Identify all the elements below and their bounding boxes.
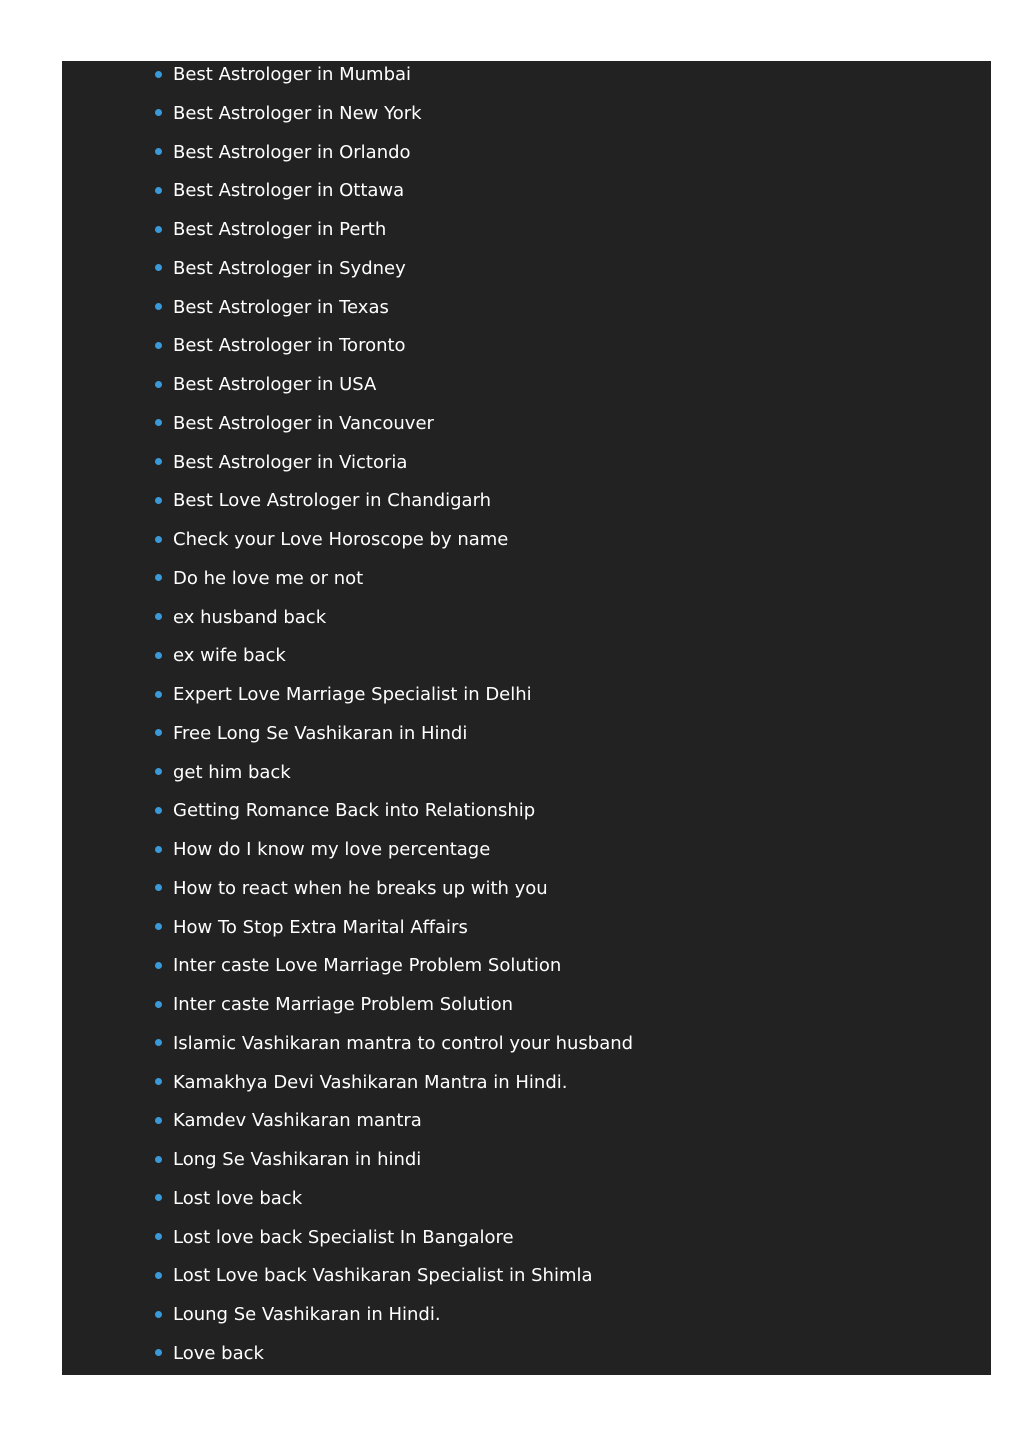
- list-item: [154, 410, 633, 449]
- bullet-icon: [155, 1194, 162, 1201]
- list-item-link[interactable]: Best Astrologer in Orlando: [173, 141, 411, 163]
- list-item: [154, 1185, 633, 1224]
- list-item-link[interactable]: Kamdev Vashikaran mantra: [173, 1110, 422, 1132]
- bullet-icon: [155, 1272, 162, 1279]
- bullet-icon: [155, 1039, 162, 1046]
- bullet-icon: [155, 109, 162, 116]
- bullet-icon: [155, 1311, 162, 1318]
- list-item: [154, 1030, 633, 1069]
- list-item-link[interactable]: ex wife back: [173, 645, 286, 667]
- list-item-link[interactable]: Best Astrologer in USA: [173, 374, 377, 395]
- bullet-icon: [155, 691, 162, 698]
- list-item: [154, 371, 633, 410]
- bullet-icon: [155, 342, 162, 349]
- list-item: [154, 255, 633, 294]
- list-item-link[interactable]: Inter caste Marriage Problem Solution: [173, 994, 514, 1015]
- list-item: [154, 1146, 633, 1185]
- bullet-icon: [155, 1156, 162, 1163]
- list-item: [154, 759, 633, 798]
- list-item: [154, 952, 633, 991]
- list-item: [154, 1340, 633, 1375]
- list-item-link[interactable]: Long Se Vashikaran in hindi: [173, 1149, 422, 1170]
- list-item: [154, 836, 633, 875]
- bullet-icon: [155, 1001, 162, 1008]
- list-item-link[interactable]: How To Stop Extra Marital Affairs: [173, 916, 468, 938]
- list-item: [154, 100, 633, 139]
- list-item: [154, 139, 633, 178]
- bullet-icon: [155, 264, 162, 271]
- bullet-icon: [155, 1349, 162, 1356]
- list-item: [154, 449, 633, 488]
- bullet-icon: [155, 807, 162, 814]
- bullet-icon: [155, 846, 162, 853]
- list-item: [154, 487, 633, 526]
- bullet-icon: [155, 536, 162, 543]
- list-item: [154, 1224, 633, 1263]
- list-item: [154, 1301, 633, 1340]
- list-item-link[interactable]: Lost love back Specialist In Bangalore: [173, 1226, 514, 1248]
- list-item: [154, 526, 633, 565]
- list-item-link[interactable]: Islamic Vashikaran mantra to control your husband: [173, 1032, 634, 1054]
- bullet-icon: [155, 652, 162, 659]
- list-item-link[interactable]: Check your Love Horoscope by name: [173, 529, 509, 550]
- list-item-link[interactable]: Do he love me or not: [173, 567, 364, 589]
- bullet-icon: [155, 148, 162, 155]
- bullet-icon: [155, 613, 162, 620]
- list-item-link[interactable]: Love back: [173, 1342, 264, 1364]
- list-item-link[interactable]: Best Astrologer in New York: [173, 102, 422, 124]
- list-item: [154, 61, 633, 100]
- link-list-panel: [62, 61, 991, 1375]
- list-item-link[interactable]: Best Astrologer in Vancouver: [173, 412, 434, 434]
- bullet-icon: [155, 419, 162, 426]
- list-item: [154, 1069, 633, 1108]
- list-item-link[interactable]: Expert Love Marriage Specialist in Delhi: [173, 684, 532, 705]
- list-item: [154, 1107, 633, 1146]
- bullet-icon: [155, 884, 162, 891]
- bullet-icon: [155, 962, 162, 969]
- list-item-link[interactable]: Lost love back: [173, 1187, 303, 1209]
- list-item-link[interactable]: Best Astrologer in Victoria: [173, 451, 408, 473]
- list-item-link[interactable]: Best Astrologer in Mumbai: [173, 64, 412, 85]
- list-item: [154, 681, 633, 720]
- list-item-link[interactable]: How do I know my love percentage: [173, 839, 491, 860]
- list-item-link[interactable]: Best Love Astrologer in Chandigarh: [173, 490, 492, 512]
- list-item: [154, 797, 633, 836]
- list-item: [154, 177, 633, 216]
- bullet-icon: [155, 71, 162, 78]
- list-item-link[interactable]: Getting Romance Back into Relationship: [173, 800, 536, 822]
- list-item: [154, 294, 633, 333]
- list-item-link[interactable]: Best Astrologer in Toronto: [173, 335, 406, 357]
- bullet-icon: [155, 1233, 162, 1240]
- bullet-icon: [155, 226, 162, 233]
- bullet-icon: [155, 303, 162, 310]
- list-item-link[interactable]: Free Long Se Vashikaran in Hindi: [173, 722, 468, 744]
- bullet-icon: [155, 458, 162, 465]
- list-item: [154, 604, 633, 643]
- bullet-icon: [155, 1078, 162, 1085]
- list-item: [154, 565, 633, 604]
- list-item: [154, 914, 633, 953]
- bullet-icon: [155, 768, 162, 775]
- list-item: [154, 875, 633, 914]
- bullet-icon: [155, 381, 162, 388]
- list-item-link[interactable]: ex husband back: [173, 606, 327, 628]
- list-item: [154, 1262, 633, 1301]
- list-item: [154, 720, 633, 759]
- list-item-link[interactable]: Best Astrologer in Sydney: [173, 257, 406, 279]
- bullet-icon: [155, 729, 162, 736]
- list-item: [154, 642, 633, 681]
- bullet-icon: [155, 187, 162, 194]
- bullet-icon: [155, 497, 162, 504]
- link-list: [154, 61, 633, 1375]
- bullet-icon: [155, 923, 162, 930]
- list-item-link[interactable]: Inter caste Love Marriage Problem Solution: [173, 955, 562, 977]
- list-item-link[interactable]: Kamakhya Devi Vashikaran Mantra in Hindi.: [173, 1071, 568, 1093]
- list-item-link[interactable]: Best Astrologer in Ottawa: [173, 180, 405, 202]
- list-item: [154, 991, 633, 1030]
- list-item-link[interactable]: Best Astrologer in Perth: [173, 219, 387, 240]
- bullet-icon: [155, 1117, 162, 1124]
- list-item-link[interactable]: How to react when he breaks up with you: [173, 877, 548, 899]
- list-item-link[interactable]: Loung Se Vashikaran in Hindi.: [173, 1304, 441, 1325]
- bullet-icon: [155, 574, 162, 581]
- list-item-link[interactable]: get him back: [173, 761, 291, 783]
- list-item-link[interactable]: Lost Love back Vashikaran Specialist in Shimla: [173, 1265, 593, 1287]
- list-item: [154, 216, 633, 255]
- list-item: [154, 332, 633, 371]
- list-item-link[interactable]: Best Astrologer in Texas: [173, 296, 389, 318]
